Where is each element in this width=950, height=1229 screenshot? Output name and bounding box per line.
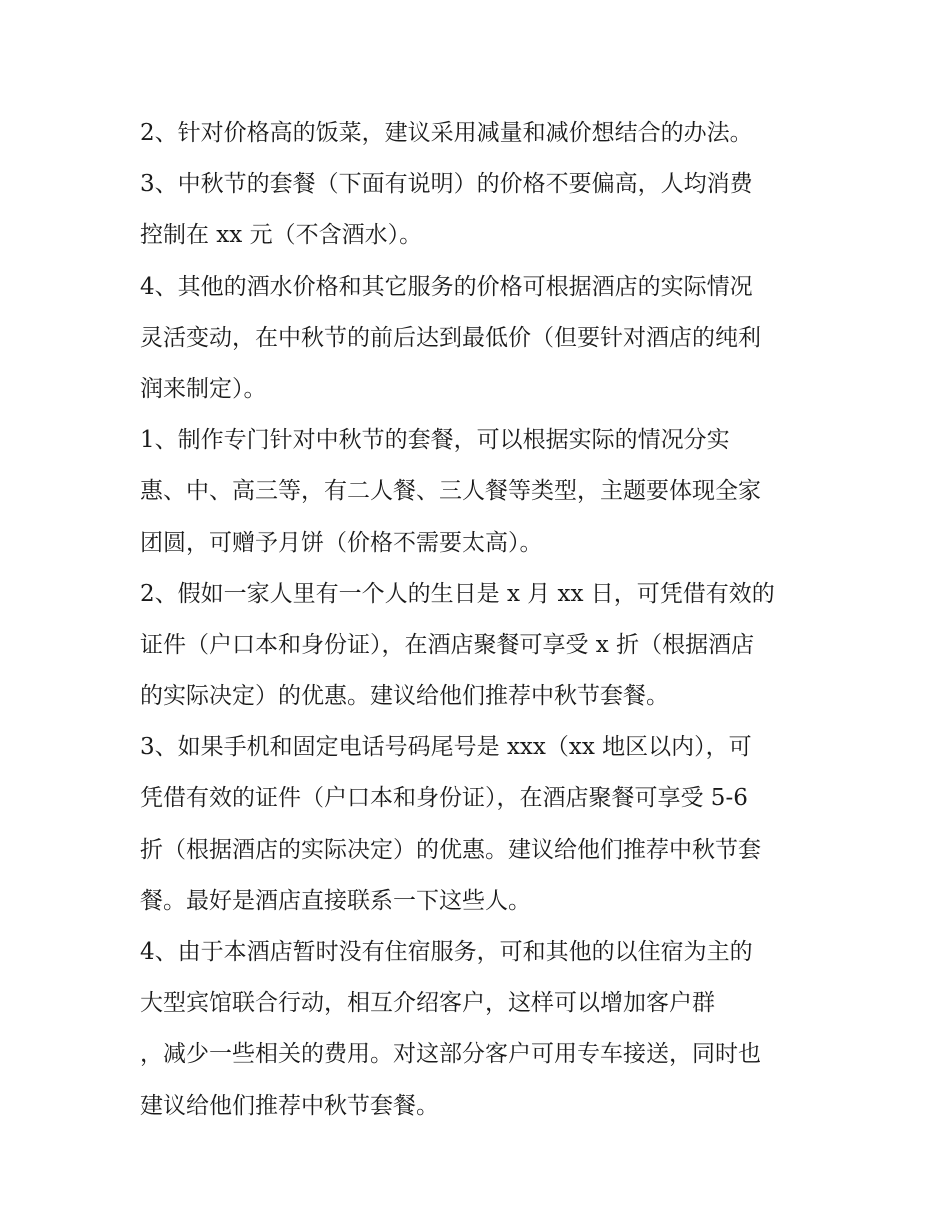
text-line: 2、针对价格高的饭菜，建议采用减量和减价想结合的办法。 [140,120,753,146]
text-line: 凭借有效的证件（户口本和身份证），在酒店聚餐可享受 5-6 [140,785,748,812]
text-line: 的实际决定）的优惠。建议给他们推荐中秋节套餐。 [140,683,669,710]
text-line: 证件（户口本和身份证），在酒店聚餐可享受 x 折（根据酒店 [140,631,755,658]
text-line: 3、如果手机和固定电话号码尾号是 xxx（xx 地区以内），可 [140,734,752,761]
text-line: 1、制作专门针对中秋节的套餐，可以根据实际的情况分实 [140,427,730,454]
text-line: 折（根据酒店的实际决定）的优惠。建议给他们推荐中秋节套 [140,836,761,863]
text-line: 控制在 xx 元（不含酒水）。 [140,222,423,249]
text-line: 大型宾馆联合行动，相互介绍客户，这样可以增加客户群 [140,990,715,1017]
text-line: 餐。最好是酒店直接联系一下这些人。 [140,887,531,914]
text-line: 团圆，可赠予月饼（价格不需要太高）。 [140,529,543,556]
text-line: 4、其他的酒水价格和其它服务的价格可根据酒店的实际情况 [140,273,753,300]
text-line: 2、假如一家人里有一个人的生日是 x 月 xx 日，可凭借有效的 [140,580,775,607]
text-line: 4、由于本酒店暂时没有住宿服务，可和其他的以住宿为主的 [140,939,753,965]
text-line: ，减少一些相关的费用。对这部分客户可用专车接送，同时也 [140,1041,761,1068]
text-line: 3、中秋节的套餐（下面有说明）的价格不要偏高，人均消费 [140,171,753,198]
text-line: 惠、中、高三等，有二人餐、三人餐等类型，主题要体现全家 [140,478,761,505]
text-line: 润来制定）。 [140,375,267,402]
text-line: 建议给他们推荐中秋节套餐。 [140,1092,439,1119]
document-body [140,108,820,1132]
text-line: 灵活变动，在中秋节的前后达到最低价（但要针对酒店的纯利 [140,324,761,351]
